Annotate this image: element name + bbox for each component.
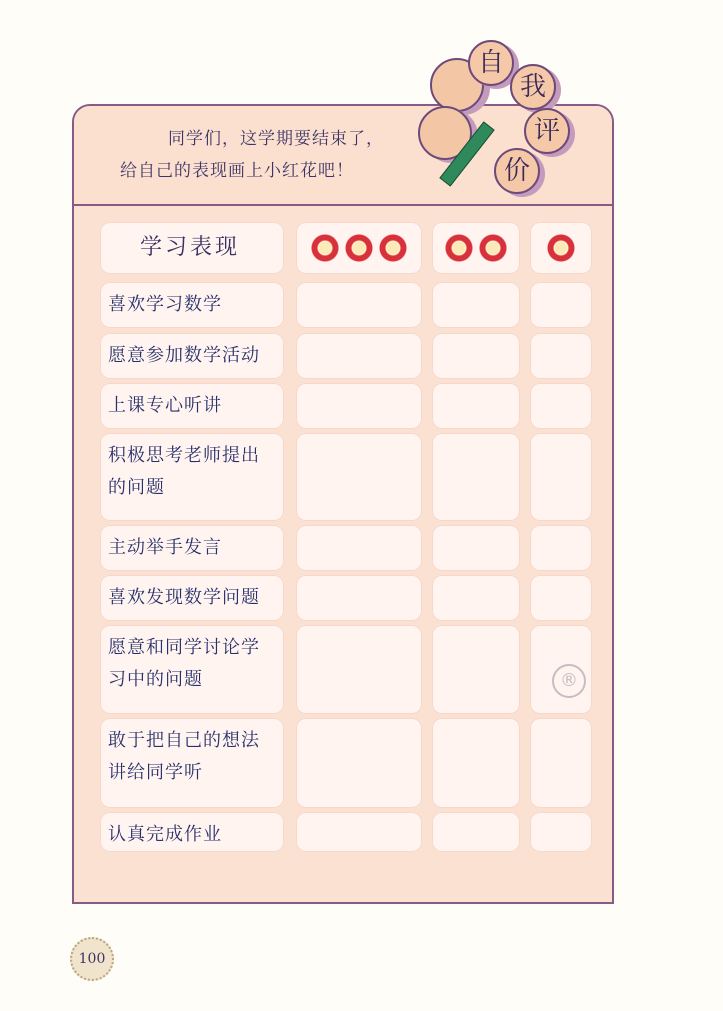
- rating-cell[interactable]: [530, 718, 592, 808]
- red-flower-icon: [479, 234, 507, 262]
- rating-cell[interactable]: [432, 575, 520, 621]
- rating-cell[interactable]: [432, 282, 520, 328]
- badge-char-3: 评: [524, 108, 570, 154]
- badge-char-4: 价: [494, 148, 540, 194]
- row-label-text: 积极思考老师提出: [108, 445, 260, 466]
- red-flower-icon: [379, 234, 407, 262]
- row-label-text: 讲给同学听: [108, 762, 203, 783]
- rating-cell[interactable]: [432, 625, 520, 714]
- row-label-text: 主动举手发言: [108, 537, 222, 558]
- rating-cell[interactable]: [530, 333, 592, 379]
- rating-cell[interactable]: [432, 812, 520, 852]
- page-number: 100: [70, 937, 114, 981]
- rating-cell[interactable]: [296, 282, 422, 328]
- row-label-text: 认真完成作业: [108, 824, 222, 845]
- rating-cell[interactable]: [296, 575, 422, 621]
- rating-cell[interactable]: [296, 433, 422, 521]
- rating-cell[interactable]: [432, 333, 520, 379]
- rating-cell[interactable]: [530, 383, 592, 429]
- rating-cell[interactable]: [530, 282, 592, 328]
- row-label-text: 喜欢学习数学: [108, 294, 222, 315]
- rating-cell[interactable]: [530, 433, 592, 521]
- badge-char-1: 自: [468, 40, 514, 86]
- rating-cell[interactable]: [296, 333, 422, 379]
- rating-cell[interactable]: [530, 812, 592, 852]
- badge-char-2: 我: [510, 64, 556, 110]
- row-label-text: 上课专心听讲: [108, 395, 222, 416]
- rating-cell[interactable]: [432, 525, 520, 571]
- rating-cell[interactable]: [296, 812, 422, 852]
- rating-cell[interactable]: [296, 525, 422, 571]
- rating-cell[interactable]: [296, 625, 422, 714]
- row-label-text: 敢于把自己的想法: [108, 730, 260, 751]
- rating-cell[interactable]: [432, 383, 520, 429]
- red-flower-icon: [445, 234, 473, 262]
- rating-cell[interactable]: [296, 718, 422, 808]
- row-label-text: 喜欢发现数学问题: [108, 587, 260, 608]
- rating-cell[interactable]: [530, 525, 592, 571]
- row-label-text: 愿意参加数学活动: [108, 345, 260, 366]
- rating-cell[interactable]: [432, 718, 520, 808]
- rating-cell[interactable]: [296, 383, 422, 429]
- red-flower-icon: [547, 234, 575, 262]
- column-header: 学习表现: [140, 235, 241, 260]
- red-flower-icon: [311, 234, 339, 262]
- intro-line-1: 同学们，这学期要结束了，: [168, 129, 384, 149]
- red-flower-icon: [345, 234, 373, 262]
- row-label-text: 的问题: [108, 477, 165, 498]
- row-label-text: 习中的问题: [108, 669, 203, 690]
- intro-line-2: 给自己的表现画上小红花吧！: [120, 161, 354, 181]
- row-label-text: 愿意和同学讨论学: [108, 637, 260, 658]
- rating-cell[interactable]: [432, 433, 520, 521]
- registered-mark: ®: [552, 664, 586, 698]
- rating-cell[interactable]: [530, 575, 592, 621]
